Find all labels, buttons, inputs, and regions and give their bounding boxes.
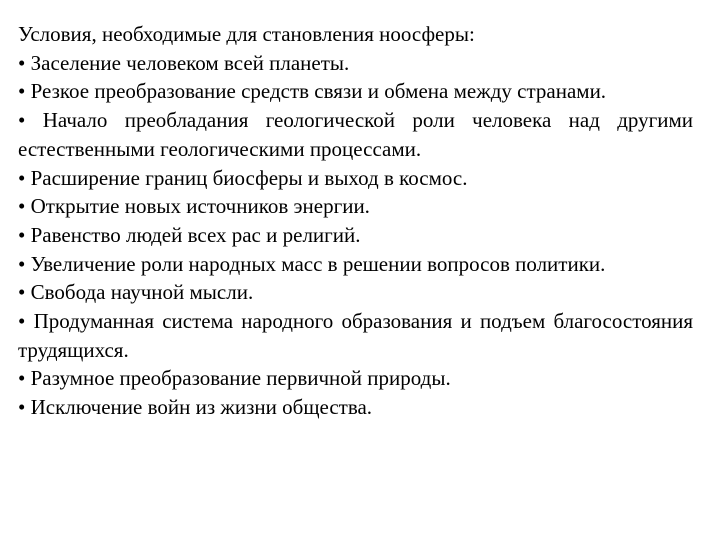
bullet-icon: • bbox=[18, 366, 26, 391]
bullet-icon: • bbox=[18, 50, 26, 75]
list-item-text: Равенство людей всех рас и религий. bbox=[30, 222, 361, 247]
list-item-text: Резкое преобразование средств связи и обмена между странами. bbox=[30, 79, 607, 104]
list-item bbox=[18, 307, 693, 364]
bullet-icon: • bbox=[18, 395, 26, 420]
text-block bbox=[18, 20, 693, 422]
list-item-text: Продуманная система народного образования и подъем благосостояния трудящихся. bbox=[18, 309, 693, 362]
bullet-icon: • bbox=[18, 194, 26, 219]
bullet-icon: • bbox=[18, 309, 26, 334]
bullet-icon: • bbox=[18, 165, 26, 190]
list-item bbox=[18, 192, 693, 221]
list-item-text: Заселение человеком всей планеты. bbox=[30, 50, 350, 75]
list-item-text: Исключение войн из жизни общества. bbox=[30, 395, 373, 420]
list-item bbox=[18, 364, 693, 393]
list-item bbox=[18, 164, 693, 193]
list-item bbox=[18, 77, 693, 106]
list-item bbox=[18, 250, 693, 279]
list-item bbox=[18, 393, 693, 422]
list-item bbox=[18, 49, 693, 78]
list-item bbox=[18, 106, 693, 163]
list-item bbox=[18, 221, 693, 250]
list-item-text: Свобода научной мысли. bbox=[30, 280, 254, 305]
bullet-icon: • bbox=[18, 108, 26, 133]
list-item-text: Открытие новых источников энергии. bbox=[30, 194, 370, 219]
list-item-text: Начало преобладания геологической роли человека над другими естественными геологическими процессами. bbox=[18, 108, 694, 161]
list-item-text: Увеличение роли народных масс в решении вопросов политики. bbox=[30, 251, 606, 276]
bullet-icon: • bbox=[18, 280, 26, 305]
bullet-icon: • bbox=[18, 79, 26, 104]
bullet-icon: • bbox=[18, 222, 26, 247]
list-item-text: Расширение границ биосферы и выход в космос. bbox=[30, 165, 468, 190]
bullet-icon: • bbox=[18, 251, 26, 276]
list-item-text: Разумное преобразование первичной природы. bbox=[30, 366, 451, 391]
list-item bbox=[18, 278, 693, 307]
heading: Условия, необходимые для становления ноосферы: bbox=[18, 22, 475, 46]
